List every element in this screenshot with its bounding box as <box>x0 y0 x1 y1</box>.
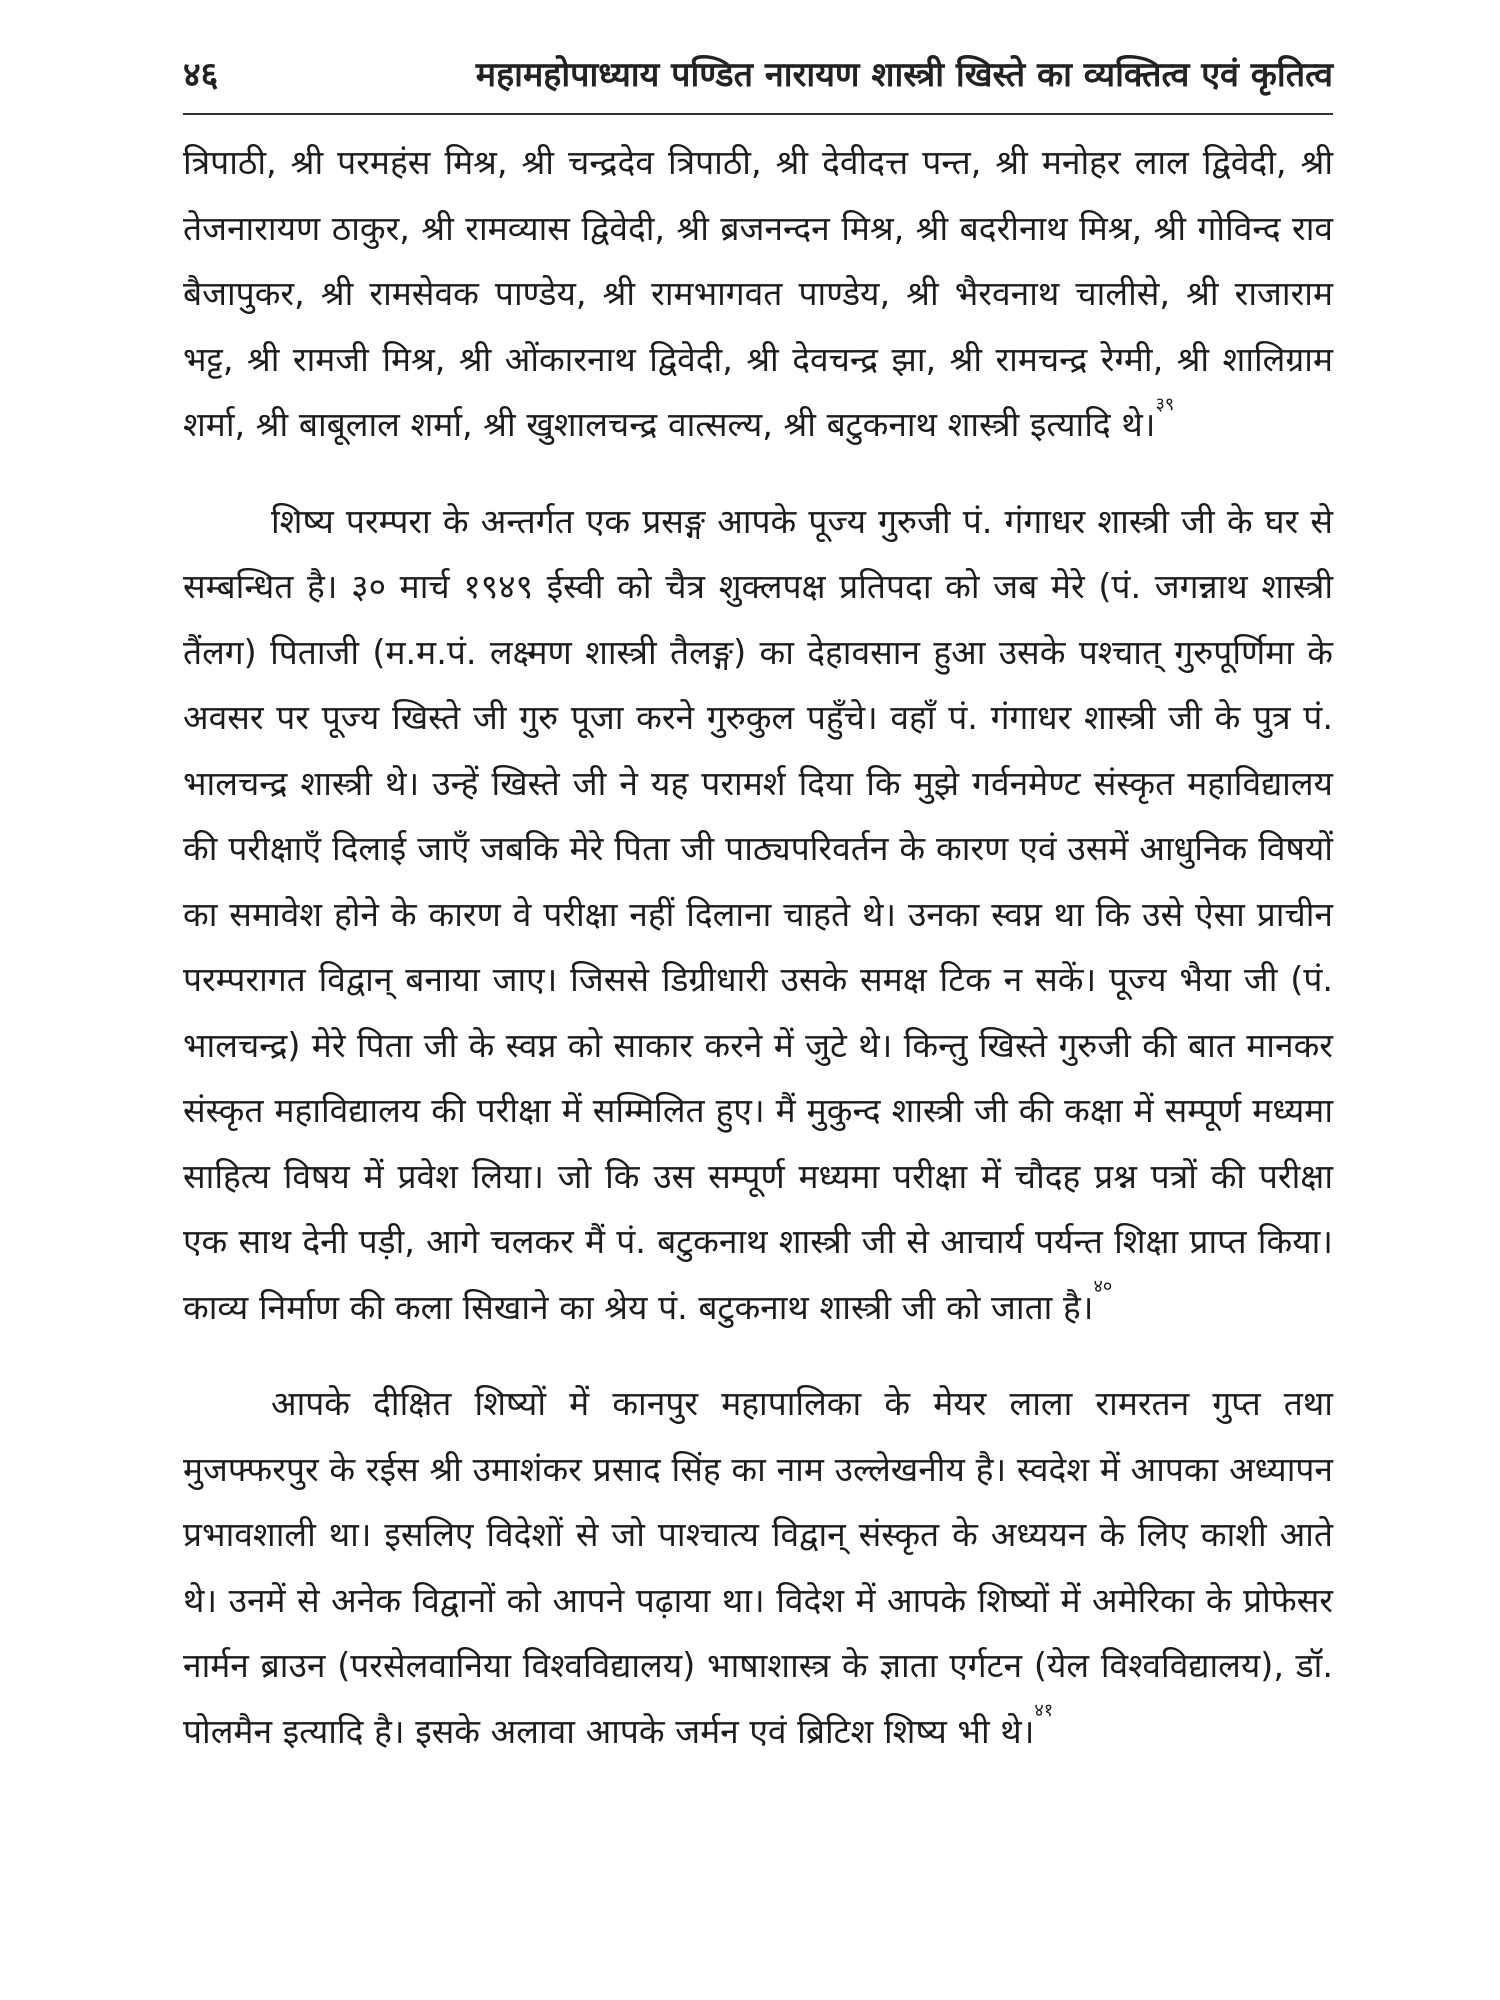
footnote-marker-41: ४१ <box>1034 1700 1054 1722</box>
paragraph-2 <box>183 489 1333 1341</box>
page-header <box>183 44 1333 102</box>
paragraph-3-text: आपके दीक्षित शिष्यों में कानपुर महापालिका के मेयर लाला रामरतन गुप्त तथा मुजफ्फरपुर के रईस श्री उमाशंकर प्रसाद सिंह का नाम उल्लेखनीय है। स्वदेश में आपका अध्यापन प्रभावशाली था। इसलिए विदेशों से जो पाश्चात्य विद्वान् संस्कृत के अध्ययन के लिए काशी आते थे। उनमें से अनेक विद्वानों को आपने पढ़ाया था। विदेश में आपके शिष्यों में अमेरिका के प्रोफेसर नार्मन ब्राउन (परसेलवानिया विश्वविद्यालय) भाषाशास्त्र के ज्ञाता एर्गटन (येल विश्वविद्यालय), डॉ. पोलमैन इत्यादि है। इसके अलावा आपके जर्मन एवं ब्रिटिश शिष्य भी थे। <box>183 1384 1333 1751</box>
paragraph-2-text: शिष्य परम्परा के अन्तर्गत एक प्रसङ्ग आपके पूज्य गुरुजी पं. गंगाधर शास्त्री जी के घर से सम्बन्धित है। ३० मार्च १९४९ ईस्वी को चैत्र शुक्लपक्ष प्रतिपदा को जब मेरे (पं. जगन्नाथ शास्त्री तैंलग) पिताजी (म.म.पं. लक्ष्मण शास्त्री तैलङ्ग) का देहावसान हुआ उसके पश्चात् गुरुपूर्णिमा के अवसर पर पूज्य खिस्ते जी गुरु पूजा करने गुरुकुल पहुँचे। वहाँ पं. गंगाधर शास्त्री जी के पुत्र पं. भालचन्द्र शास्त्री थे। उन्हें खिस्ते जी ने यह परामर्श दिया कि मुझे गर्वनमेण्ट संस्कृत महाविद्यालय की परीक्षाएँ दिलाई जाएँ जबकि मेरे पिता जी पाठ्यपरिवर्तन के कारण एवं उसमें आधुनिक विषयों का समावेश होने के कारण वे परीक्षा नहीं दिलाना चाहते थे। उनका स्वप्न था कि उसे ऐसा प्राचीन परम्परागत विद्वान् बनाया जाए। जिससे डिग्रीधारी उसके समक्ष टिक न सकें। पूज्य भैया जी (पं. भालचन्द्र) मेरे पिता जी के स्वप्न को साकार करने में जुटे थे। किन्तु खिस्ते गुरुजी की बात मानकर संस्कृत महाविद्यालय की परीक्षा में सम्मिलित हुए। मैं मुकुन्द शास्त्री जी की कक्षा में सम्पूर्ण मध्यमा साहित्य विषय में प्रवेश लिया। जो कि उस सम्पूर्ण मध्यमा परीक्षा में चौदह प्रश्न पत्रों की परीक्षा एक साथ देनी पड़ी, आगे चलकर मैं पं. बटुकनाथ शास्त्री जी से आचार्य पर्यन्त शिक्षा प्राप्त किया। काव्य निर्माण की कला सिखाने का श्रेय पं. बटुकनाथ शास्त्री जी को जाता है। <box>183 501 1333 1327</box>
footnote-marker-39: ३९ <box>1155 393 1175 415</box>
page-number: ४६ <box>183 55 219 95</box>
paragraph-gap <box>183 1340 1333 1371</box>
paragraph-1-text: त्रिपाठी, श्री परमहंस मिश्र, श्री चन्द्रदेव त्रिपाठी, श्री देवीदत्त पन्त, श्री मनोहर लाल द्विवेदी, श्री तेजनारायण ठाकुर, श्री रामव्यास द्विवेदी, श्री ब्रजनन्दन मिश्र, श्री बदरीनाथ मिश्र, श्री गोविन्द राव बैजापुकर, श्री रामसेवक पाण्डेय, श्री रामभागवत पाण्डेय, श्री भैरवनाथ चालीसे, श्री राजाराम भट्ट, श्री रामजी मिश्र, श्री ओंकारनाथ द्विवेदी, श्री देवचन्द्र झा, श्री रामचन्द्र रेग्मी, श्री शालिग्राम शर्मा, श्री बाबूलाल शर्मा, श्री खुशालचन्द्र वात्सल्य, श्री बटुकनाथ शास्त्री इत्यादि थे। <box>183 143 1333 444</box>
running-title: महामहोपाध्याय पण्डित नारायण शास्त्री खिस्ते का व्यक्तित्व एवं कृतित्व <box>475 55 1333 95</box>
paragraph-1 <box>183 130 1333 458</box>
page-body <box>183 130 1333 1764</box>
paragraph-gap <box>183 458 1333 489</box>
paragraph-3 <box>183 1371 1333 1764</box>
header-rule <box>183 113 1333 115</box>
footnote-marker-40: ४० <box>1093 1276 1113 1298</box>
